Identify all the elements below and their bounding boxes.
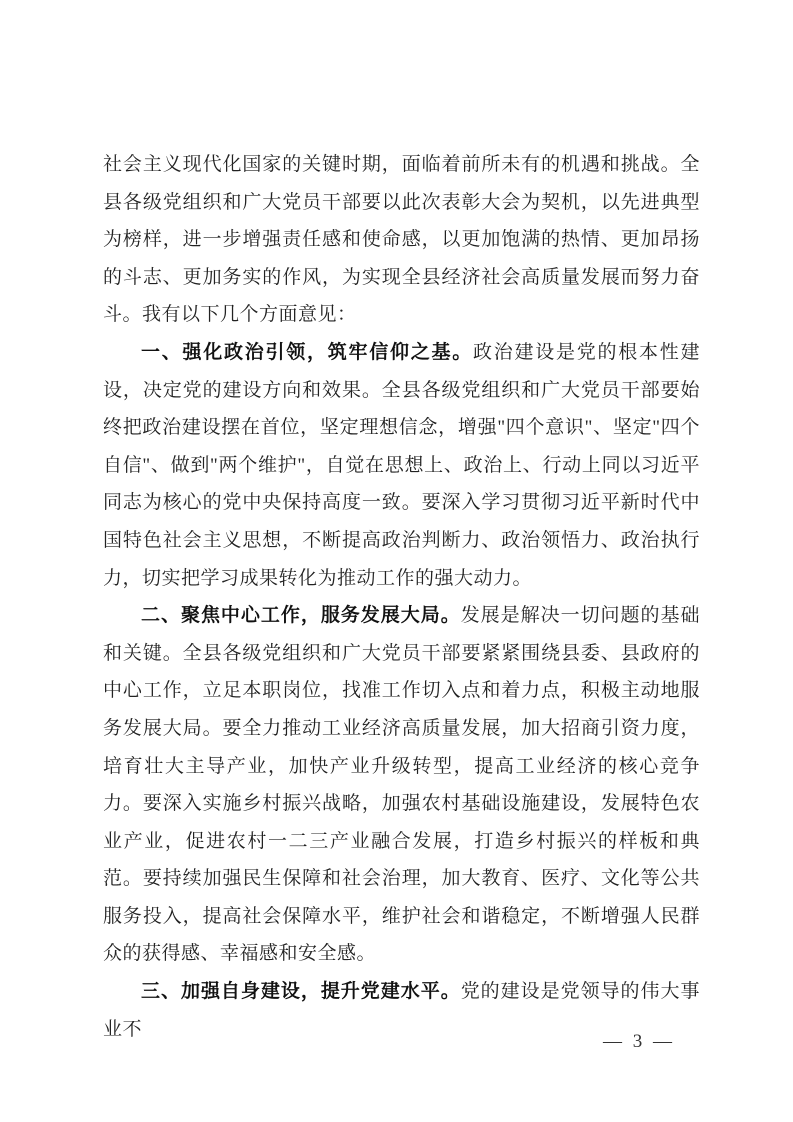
- paragraph-text: 发展是解决一切问题的基础和关键。全县各级党组织和广大党员干部要紧紧围绕县委、县政府的中心工作，立足本职岗位，找准工作切入点和着力点，积极主动地服务发展大局。要全力推动工业经济高质量发展，加大招商引资力度，培育壮大主导产业，加快产业升级转型，提高工业经济的核心竞争力。要深入实施乡村振兴战略，加强农村基础设施建设，发展特色农业产业，促进农村一二三产业融合发展，打造乡村振兴的样板和典范。要持续加强民生保障和社会治理，加大教育、医疗、文化等公共服务投入，提高社会保障水平，维护社会和谐稳定，不断增强人民群众的获得感、幸福感和安全感。: [103, 605, 700, 965]
- section-heading: 三、加强自身建设，提升党建水平。: [141, 981, 461, 1003]
- paragraph: [103, 597, 700, 973]
- paragraph-text: 社会主义现代化国家的关键时期，面临着前所未有的机遇和挑战。全县各级党组织和广大党员干部要以此次表彰大会为契机，以先进典型为榜样，进一步增强责任感和使命感，以更加饱满的热情、更加昂扬的斗志、更加务实的作风，为实现全县经济社会高质量发展而努力奋斗。我有以下几个方面意见：: [103, 154, 700, 326]
- document-body: [103, 146, 700, 1048]
- page-number: — 3 —: [603, 1031, 675, 1052]
- paragraph: [103, 334, 700, 597]
- paragraph-text: 政治建设是党的根本性建设，决定党的建设方向和效果。全县各级党组织和广大党员干部要始终把政治建设摆在首位，坚定理想信念，增强"四个意识"、坚定"四个自信"、做到"两个维护"，自觉在思想上、政治上、行动上同以习近平同志为核心的党中央保持高度一致。要深入学习贯彻习近平新时代中国特色社会主义思想，不断提高政治判断力、政治领悟力、政治执行力，切实把学习成果转化为推动工作的强大动力。: [103, 341, 700, 589]
- section-heading: 一、强化政治引领，筑牢信仰之基。: [141, 341, 473, 363]
- paragraph-text: 党的建设是党领导的伟大事业不: [103, 981, 700, 1040]
- section-heading: 二、聚焦中心工作，服务发展大局。: [141, 605, 461, 627]
- paragraph: [103, 146, 700, 334]
